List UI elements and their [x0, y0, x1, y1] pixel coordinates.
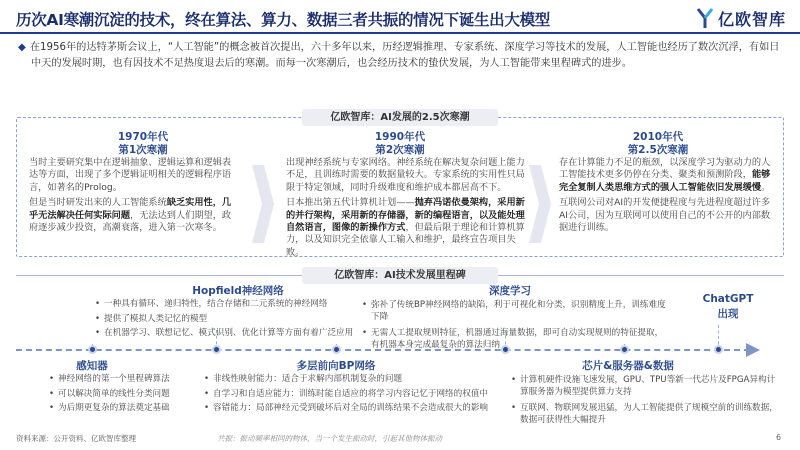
list-item: • 在机器学习、联想记忆、模式识别、优化计算等方面有着广泛应用	[94, 326, 364, 341]
list-item: • 自学习和自适应能力：训练时能自适应的将学习内容记忆于网络的权值中	[203, 387, 503, 402]
era-1-year: 1970年代	[117, 131, 169, 143]
era-3-year: 2010年代	[632, 131, 684, 143]
era-3-heading	[603, 131, 713, 157]
chatgpt-line-1: ChatGPT	[702, 293, 754, 305]
era-2-text	[286, 157, 526, 262]
list-item: • 非线性映射能力：适合于求解内部机制复杂的问题	[203, 372, 503, 387]
era-2-wave: 第2次寒潮	[375, 144, 425, 156]
list-item: • 无需人工提取规则特征，机器通过海量数据，即可自动实现规则的特征提取，有机器本身完成最复杂的算法归纳	[361, 327, 671, 351]
milestone-tab: 亿欧智库：AI技术发展里程碑	[302, 267, 498, 284]
page-title: 历次AI寒潮沉淀的技术，终在算法、算力、数据三者共振的情况下诞生出大模型	[16, 11, 550, 29]
chips-title: 芯片&服务器&数据	[582, 360, 674, 372]
cold-waves-tab: 亿欧智库：AI发展的2.5次寒潮	[302, 109, 498, 126]
timeline-line	[16, 349, 750, 351]
list-item: • 提供了模拟人类记忆的模型	[94, 312, 364, 327]
title-divider	[0, 32, 800, 34]
era-1-para-2-a: 但是当时研发出来的人工智能系统	[29, 197, 167, 209]
timeline-dot	[88, 345, 97, 354]
list-item: • 为后期更复杂的算法奠定基础	[48, 401, 198, 416]
list-item: • 容错能力：局部神经元受到破坏后对全局的训练结果不会造成很大的影响	[203, 401, 503, 416]
logo	[697, 5, 786, 31]
era-3-text	[559, 157, 777, 237]
timeline-dot	[332, 345, 341, 354]
era-2-para-2	[286, 197, 526, 259]
bp-network-title: 多层前向BP网络	[296, 360, 376, 372]
era-2-para-2-bold: 抛弃冯诺依曼架构，采用新的并行架构，采用新的存储器，新的编程语言，以及能处理自然语言，图像的新操作方式	[286, 197, 525, 234]
chevron-right-icon	[250, 165, 276, 243]
list-item: • 计算机硬件设施飞速发展，GPU、TPU等新一代芯片及FPGA异构计算服务器为模型提供算力支持	[510, 374, 780, 398]
chevron-right-icon	[527, 165, 553, 243]
era-2-para-2-a: 日本推出第五代计算机计划——	[286, 197, 415, 209]
chips-list	[510, 374, 780, 426]
chatgpt-title	[698, 292, 758, 322]
hopfield-list	[94, 297, 364, 341]
diamond-bullet-icon: ◆	[18, 42, 26, 53]
list-item: • 弥补了传统BP神经网络的缺陷，利于可视化和分类，识别精度上升，训练难度下降	[361, 299, 671, 323]
era-3-para-1-bold: 能够完全复制人类思维方式的强人工智能依旧发展缓慢	[559, 169, 771, 193]
logo-text: 亿欧智库	[717, 9, 786, 29]
chatgpt-line-2: 出现	[717, 308, 739, 320]
intro-paragraph	[18, 40, 786, 71]
era-2-year: 1990年代	[374, 131, 426, 143]
page-number: 6	[776, 433, 782, 442]
resonance-note: 共振：振动频率相同的物体，当一个发生振动时，引起其他物体振动	[217, 434, 442, 443]
timeline-dot	[212, 345, 221, 354]
era-3-para-1-a: 存在计算能力不足的瓶颈，以深度学习为驱动力的人工智能技术更多仍停在分类、聚类和预测阶段，	[559, 157, 771, 181]
era-3-wave: 第2.5次寒潮	[627, 144, 689, 156]
perceptron-list	[48, 372, 198, 416]
list-item: • 一种具有循环、递归特性，结合存储和二元系统的神经网络	[94, 297, 364, 312]
list-item: • 可以解决简单的线性分类问题	[48, 387, 198, 402]
list-item: • 互联网、物联网发展迅猛，为人工智能提供了规模空前的训练数据，数据可获得性大幅提升	[510, 402, 780, 426]
timeline-arrow-icon	[746, 343, 760, 357]
era-3-para-2: 互联网公司对AI的开发便捷程度与先进程度超过许多AI公司，因为互联网可以使用自己的不公开的内部数据进行训练。	[559, 197, 771, 234]
era-3-para-1	[559, 157, 777, 194]
era-1-para-2	[29, 197, 239, 234]
era-1-heading	[88, 131, 198, 157]
hopfield-title: Hopfield神经网络	[192, 285, 284, 297]
logo-mark-icon	[697, 7, 713, 29]
era-2-heading	[345, 131, 455, 157]
bp-network-list	[203, 372, 503, 416]
era-1-para-1: 当时主要研究集中在逻辑抽象、逻辑运算和逻辑表达等方面，出现了多个逻辑证明相关的逻辑程序语言，如著名的Prolog。	[29, 157, 232, 193]
source-note: 资料来源：公开资料、亿欧智库整理	[16, 434, 136, 443]
intro-text: 在1956年的达特茅斯会议上，“人工智能”的概念被首次提出，六十多年以来，历经逻辑推理、专家系统、深度学习等技术的发展，人工智能也经历了数次沉浮，有如日中天的发展时期，也有因技术不足热度退去后的寒潮。而每一次寒潮后，也会经历技术的蛰伏发展，为人工智能带来里程碑式的进步。	[29, 42, 780, 69]
era-1-text	[29, 157, 239, 237]
list-item: • 神经网络的第一个里程碑算法	[48, 372, 198, 387]
era-1-para-2-c: ，无法达到人们期望，政府逐步减少投资，高潮衰落，进入第一次寒冬。	[29, 209, 232, 234]
timeline-dot	[501, 345, 510, 354]
era-1-para-2-bold: 缺乏实用性，几乎无法解决任何实际问题	[29, 197, 232, 221]
era-2-para-1: 出现神经系统与专家网络。神经系统在解决复杂问题上能力不足，且训练时需要的数据量较大。专家系统的实用性只局限于特定领域，同时升级难度和维护成本都居高不下。	[286, 157, 525, 193]
timeline-dot	[620, 345, 629, 354]
era-3-para-1-c: 。	[761, 181, 771, 193]
perceptron-title: 感知器	[76, 360, 108, 372]
deep-learning-title: 深度学习	[489, 285, 531, 297]
era-1-wave: 第1次寒潮	[118, 144, 168, 156]
era-2-para-2-c: ，但最后限于理论和计算机算力，以及知识完全依靠人工输入和维护，最终宣告项目失败。	[286, 222, 525, 258]
timeline-dot	[714, 345, 723, 354]
